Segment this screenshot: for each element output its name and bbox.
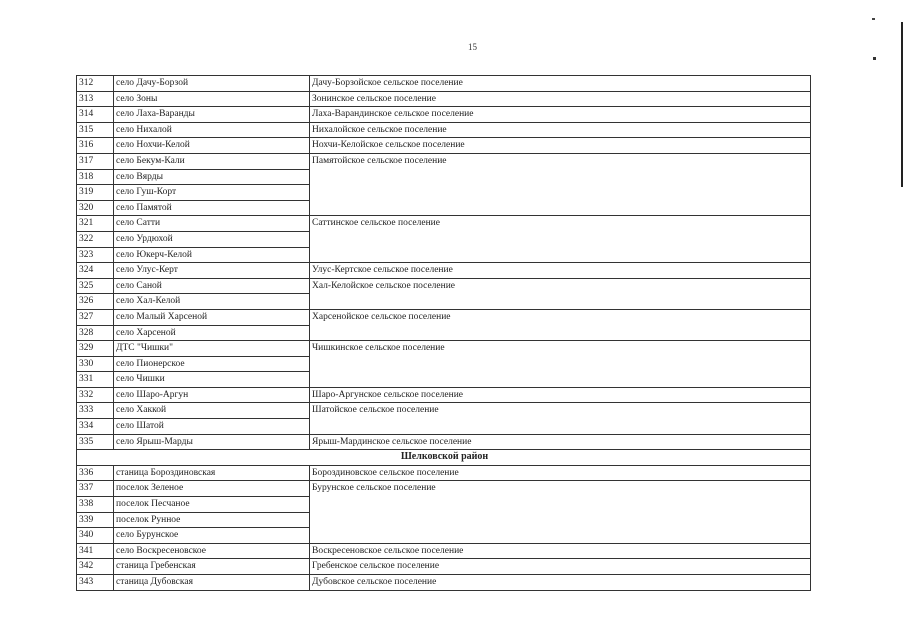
table-row [77,138,811,154]
locality-name: село Пионерское [114,356,310,372]
locality-name: село Бекум-Кали [114,153,310,169]
locality-name: село Харсеной [114,325,310,341]
settlement-name: Шаро-Аргунское сельское поселение [310,387,811,403]
settlement-name: Лаха-Варандинское сельское поселение [310,107,811,123]
row-number: 322 [77,231,114,247]
table-row [77,122,811,138]
row-number: 323 [77,247,114,263]
row-number: 339 [77,512,114,528]
settlements-table [76,75,811,591]
scan-mark [872,18,875,20]
table-row [77,76,811,92]
settlement-name: Дачу-Борзойское сельское поселение [310,76,811,92]
row-number: 332 [77,387,114,403]
locality-name: ДТС "Чишки" [114,341,310,357]
settlement-name: Хал-Келойское сельское поселение [310,278,811,309]
locality-name: село Сатти [114,216,310,232]
table-row [77,263,811,279]
district-header-row [77,450,811,466]
locality-name: село Хаккой [114,403,310,419]
locality-name: поселок Песчаное [114,497,310,513]
row-number: 334 [77,419,114,435]
locality-name: поселок Рунное [114,512,310,528]
table-row [77,387,811,403]
table-row [77,559,811,575]
settlement-name: Воскресеновское сельское поселение [310,543,811,559]
settlement-name: Шатойское сельское поселение [310,403,811,434]
district-header-section [77,450,811,466]
row-number: 312 [77,76,114,92]
locality-name: село Улус-Керт [114,263,310,279]
locality-name: село Шатой [114,419,310,435]
locality-name: село Чишки [114,372,310,388]
row-number: 343 [77,575,114,591]
table-row [77,278,811,294]
table-row [77,403,811,419]
locality-name: поселок Зеленое [114,481,310,497]
settlement-name: Саттинское сельское поселение [310,216,811,263]
locality-name: станица Гребенская [114,559,310,575]
scan-edge-line [901,22,903,187]
locality-name: село Шаро-Аргун [114,387,310,403]
locality-name: село Вярды [114,169,310,185]
table-row [77,434,811,450]
settlement-name: Ярыш-Мардинское сельское поселение [310,434,811,450]
locality-name: село Лаха-Варанды [114,107,310,123]
row-number: 327 [77,309,114,325]
table-row [77,481,811,497]
row-number: 319 [77,185,114,201]
table-row [77,107,811,123]
row-number: 316 [77,138,114,154]
scan-mark [873,57,876,60]
row-number: 340 [77,528,114,544]
locality-name: село Гуш-Корт [114,185,310,201]
locality-name: село Ярыш-Марды [114,434,310,450]
row-number: 342 [77,559,114,575]
table-row [77,543,811,559]
row-number: 335 [77,434,114,450]
locality-name: село Нихалой [114,122,310,138]
locality-name: село Малый Харсеной [114,309,310,325]
locality-name: село Воскресеновское [114,543,310,559]
settlement-name: Дубовское сельское поселение [310,575,811,591]
settlement-name: Чишкинское сельское поселение [310,341,811,388]
settlement-name: Зонинское сельское поселение [310,91,811,107]
settlement-name: Бурунское сельское поселение [310,481,811,543]
row-number: 328 [77,325,114,341]
row-number: 329 [77,341,114,357]
row-number: 317 [77,153,114,169]
locality-name: село Саной [114,278,310,294]
table-row [77,309,811,325]
locality-name: село Зоны [114,91,310,107]
table-row [77,341,811,357]
table-body-top [77,76,811,450]
row-number: 324 [77,263,114,279]
locality-name: станица Бороздиновская [114,465,310,481]
row-number: 314 [77,107,114,123]
locality-name: село Бурунское [114,528,310,544]
locality-name: село Нохчи-Келой [114,138,310,154]
row-number: 331 [77,372,114,388]
settlement-name: Нохчи-Келойское сельское поселение [310,138,811,154]
locality-name: село Юкерч-Келой [114,247,310,263]
table-row [77,575,811,591]
row-number: 313 [77,91,114,107]
row-number: 333 [77,403,114,419]
settlement-name: Харсенойское сельское поселение [310,309,811,340]
row-number: 320 [77,200,114,216]
settlement-name: Нихалойское сельское поселение [310,122,811,138]
district-title: Шелковской район [77,450,811,466]
page-number: 15 [468,42,477,52]
settlement-name: Улус-Кертское сельское поселение [310,263,811,279]
row-number: 336 [77,465,114,481]
row-number: 321 [77,216,114,232]
locality-name: село Урдюхой [114,231,310,247]
row-number: 337 [77,481,114,497]
row-number: 341 [77,543,114,559]
locality-name: станица Дубовская [114,575,310,591]
table-row [77,465,811,481]
table-body-bottom [77,465,811,590]
table-row [77,153,811,169]
locality-name: село Хал-Келой [114,294,310,310]
table-row [77,216,811,232]
row-number: 325 [77,278,114,294]
row-number: 330 [77,356,114,372]
row-number: 338 [77,497,114,513]
settlement-name: Бороздиновское сельское поселение [310,465,811,481]
row-number: 326 [77,294,114,310]
row-number: 318 [77,169,114,185]
table-row [77,91,811,107]
settlement-name: Гребенское сельское поселение [310,559,811,575]
settlement-name: Памятойское сельское поселение [310,153,811,215]
locality-name: село Памятой [114,200,310,216]
locality-name: село Дачу-Борзой [114,76,310,92]
row-number: 315 [77,122,114,138]
